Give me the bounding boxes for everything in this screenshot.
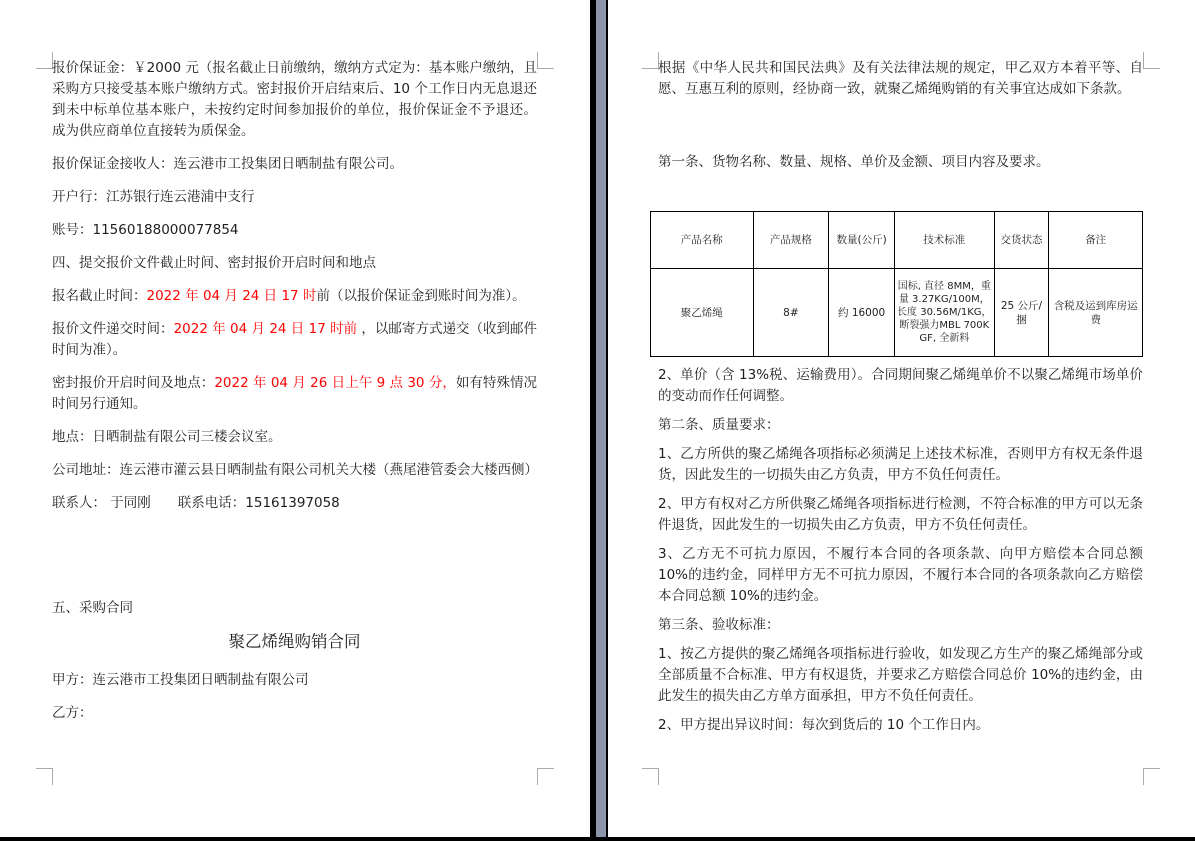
paragraph — [52, 373, 537, 415]
bottom-edge-bar — [0, 837, 1195, 841]
page-2 — [608, 0, 1195, 837]
text-run: 密封报价开启时间及地点： — [52, 375, 215, 391]
highlighted-date-text: 2022 年 04 月 24 日 17 时 — [146, 288, 317, 304]
table-cell: 25 公斤/捆 — [994, 269, 1049, 357]
paragraph — [658, 544, 1143, 607]
paragraph — [658, 715, 1143, 736]
crop-mark-bottom-left-icon — [642, 768, 659, 785]
text-run: 1、乙方所供的聚乙烯绳各项指标必须满足上述技术标准，否则甲方有权无条件退货，因此发生的一切损失由乙方负责，甲方不负任何责任。 — [658, 446, 1143, 483]
text-run: 第三条、验收标准： — [658, 617, 780, 633]
table-column-header: 交货状态 — [994, 212, 1049, 269]
text-run: 如有特殊情况时间另行通知。 — [52, 375, 538, 412]
paragraph — [52, 493, 537, 514]
page-2-content — [658, 58, 1143, 736]
paragraph — [52, 253, 537, 274]
highlighted-date-text: 2022 年 04 月 26 日上午 9 点 30 分， — [214, 375, 456, 391]
paragraph — [658, 152, 1143, 173]
table-column-header: 技术标准 — [894, 212, 994, 269]
products-table-wrap — [650, 211, 1143, 357]
table-row — [651, 269, 1143, 357]
paragraph — [658, 365, 1143, 407]
text-run: ，以邮寄方式递交（收到邮件时间为准）。 — [52, 321, 538, 358]
text-run: 2、单价（含 13%税、运输费用）。合同期间聚乙烯绳单价不以聚乙烯绳市场单价的变动而作任何调整。 — [658, 367, 1143, 404]
text-run: 乙方： — [52, 705, 93, 721]
text-run: 开户行：江苏银行连云港浦中支行 — [52, 189, 255, 205]
text-run: 3、乙方无不可抗力原因，不履行本合同的各项条款、向甲方赔偿本合同总额 10%的违约金，同样甲方无不可抗力原因，不履行本合同的各项条款向乙方赔偿本合同总额 10%的违约金。 — [658, 546, 1143, 604]
paragraph — [52, 703, 537, 724]
paragraph — [658, 58, 1143, 100]
table-cell: 8# — [753, 269, 829, 357]
text-run: 2、甲方有权对乙方所供聚乙烯绳各项指标进行检测，不符合标准的甲方可以无条件退货，因此发生的一切损失由乙方负责，甲方不负任何责任。 — [658, 496, 1143, 533]
text-run: 联系人： 于同刚 联系电话：15161397058 — [52, 495, 340, 511]
divider-gap-strip — [596, 0, 606, 837]
text-run: 报价文件递交时间： — [52, 321, 174, 337]
text-run: 2、甲方提出异议时间：每次到货后的 10 个工作日内。 — [658, 717, 990, 733]
text-run: 账号：11560188000077854 — [52, 222, 239, 238]
highlighted-date-text: 2022 年 04 月 24 日 17 时前 — [173, 321, 358, 337]
paragraph — [52, 187, 537, 208]
paragraph — [658, 615, 1143, 636]
paragraph — [52, 58, 537, 142]
text-run: 前（以报价保证金到账时间为准）。 — [316, 288, 526, 304]
crop-mark-top-left-icon — [642, 52, 659, 69]
crop-mark-bottom-left-icon — [36, 768, 53, 785]
page-1 — [0, 0, 590, 837]
paragraph — [52, 319, 537, 361]
crop-mark-bottom-right-icon — [1143, 768, 1160, 785]
paragraph — [52, 154, 537, 175]
paragraph — [658, 494, 1143, 536]
text-run: 1、按乙方提供的聚乙烯绳各项指标进行验收，如发现乙方生产的聚乙烯绳部分或全部质量不合标准、甲方有权退货，并要求乙方赔偿合同总价 10%的违约金，由此发生的损失由乙方单方面承担，甲方不负任何责任。 — [658, 646, 1143, 704]
paragraph — [658, 415, 1143, 436]
paragraph — [52, 427, 537, 448]
text-run: 五、采购合同 — [52, 600, 133, 616]
text-run: 报价保证金接收人：连云港市工投集团日晒制盐有限公司。 — [52, 156, 403, 172]
text-run: 报名截止时间： — [52, 288, 147, 304]
page-1-content — [52, 58, 537, 724]
page-divider — [590, 0, 608, 837]
text-run: 第二条、质量要求： — [658, 417, 780, 433]
crop-mark-top-right-icon — [537, 52, 554, 69]
crop-mark-top-left-icon — [36, 52, 53, 69]
text-run: 聚乙烯绳购销合同 — [228, 632, 361, 651]
text-run: 报价保证金：￥2000 元（报名截止日前缴纳，缴纳方式定为：基本账户缴纳，且采购方只接受基本账户缴纳方式。密封报价开启结束后、10 个工作日内无息退还到未中标单位基本账户，未按约定时间参加报价的单位，报价保证金不予退还。成为供应商单位直接转为质保金。 — [52, 60, 537, 139]
text-run: 地点：日晒制盐有限公司三楼会议室。 — [52, 429, 282, 445]
table-cell: 约 16000 — [829, 269, 895, 357]
table-column-header: 产品名称 — [651, 212, 754, 269]
table-cell: 国标, 直径 8MM，重量 3.27KG/100M，长度 30.56M/1KG，断裂强力MBL 700KGF, 全新料 — [894, 269, 994, 357]
paragraph — [658, 644, 1143, 707]
text-run: 第一条、货物名称、数量、规格、单价及金额、项目内容及要求。 — [658, 154, 1050, 170]
text-run: 四、提交报价文件截止时间、密封报价开启时间和地点 — [52, 255, 376, 271]
table-cell: 聚乙烯绳 — [651, 269, 754, 357]
paragraph — [52, 670, 537, 691]
paragraph — [52, 220, 537, 241]
table-column-header: 产品规格 — [753, 212, 829, 269]
table-column-header: 备注 — [1049, 212, 1143, 269]
paragraph — [658, 444, 1143, 486]
text-run: 甲方：连云港市工投集团日晒制盐有限公司 — [52, 672, 309, 688]
text-run: 公司地址：连云港市灌云县日晒制盐有限公司机关大楼（燕尾港管委会大楼西侧） — [52, 462, 538, 478]
paragraph — [52, 598, 537, 619]
crop-mark-bottom-right-icon — [537, 768, 554, 785]
table-cell: 含税及运到库房运费 — [1049, 269, 1143, 357]
paragraph — [52, 460, 537, 481]
contract-title — [52, 631, 537, 652]
products-table — [650, 211, 1143, 357]
table-column-header: 数量(公斤) — [829, 212, 895, 269]
paragraph — [52, 286, 537, 307]
crop-mark-top-right-icon — [1143, 52, 1160, 69]
text-run: 根据《中华人民共和国民法典》及有关法律法规的规定，甲乙双方本着平等、自愿、互惠互利的原则，经协商一致，就聚乙烯绳购销的有关事宜达成如下条款。 — [658, 60, 1143, 97]
